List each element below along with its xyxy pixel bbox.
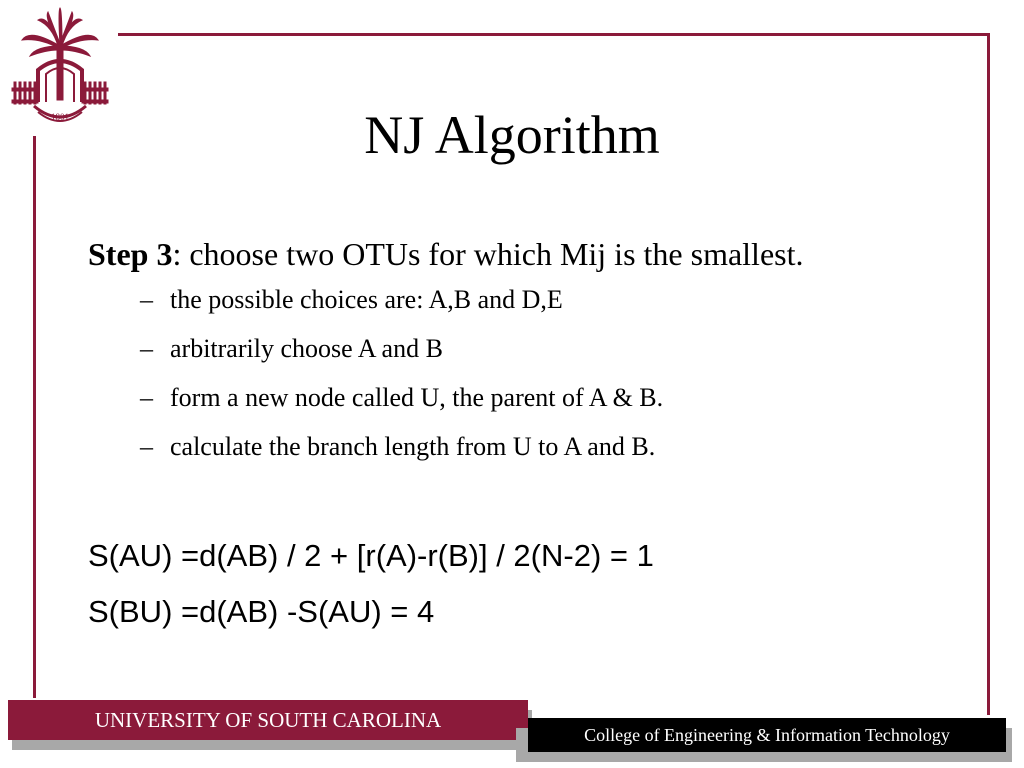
sub-point (88, 380, 968, 416)
footer-university-band: UNIVERSITY OF SOUTH CAROLINA (8, 700, 528, 740)
sub-point-text: calculate the branch length from U to A and B. (170, 432, 656, 461)
sub-point (88, 282, 968, 318)
formula-s-bu: S(BU) =d(AB) -S(AU) = 4 (88, 594, 435, 629)
footer-college-band: College of Engineering & Information Technology (528, 718, 1006, 752)
sub-point-text: arbitrarily choose A and B (170, 334, 443, 363)
dash-bullet-icon: – (140, 334, 153, 363)
sub-point-list (88, 282, 968, 465)
sub-point (88, 429, 968, 465)
frame-top-border (118, 33, 990, 36)
logo-year: 1801 (51, 112, 69, 122)
step-text: : choose two OTUs for which Mij is the smallest. (172, 236, 804, 272)
frame-left-border (33, 136, 36, 698)
dash-bullet-icon: – (140, 285, 153, 314)
dash-bullet-icon: – (140, 432, 153, 461)
step-label: Step 3 (88, 236, 173, 272)
step-paragraph (88, 232, 968, 276)
sub-point (88, 331, 968, 367)
formula-s-au: S(AU) =d(AB) / 2 + [r(A)-r(B)] / 2(N-2) = 1 (88, 538, 654, 573)
slide-title: NJ Algorithm (364, 105, 660, 165)
sub-point-text: the possible choices are: A,B and D,E (170, 285, 563, 314)
sub-point-text: form a new node called U, the parent of A & B. (170, 383, 664, 412)
dash-bullet-icon: – (140, 383, 153, 412)
slide-body (88, 232, 968, 478)
